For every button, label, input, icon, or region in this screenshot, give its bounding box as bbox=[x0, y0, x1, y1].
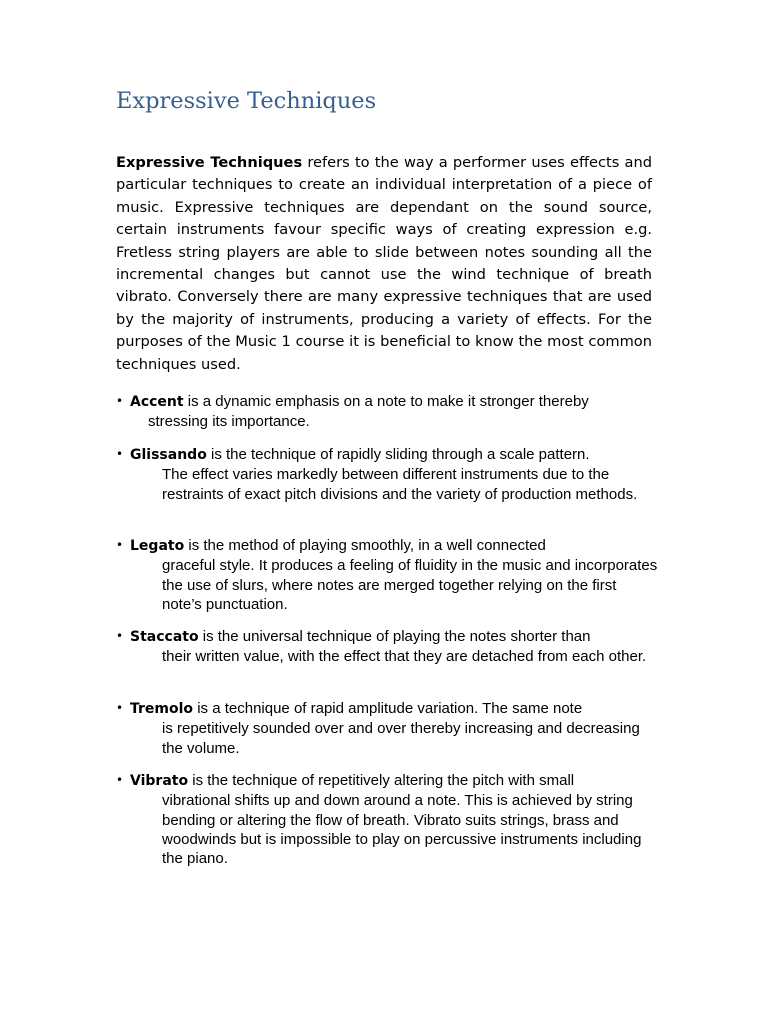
list-item-accent bbox=[116, 392, 660, 432]
bullet-icon: • bbox=[116, 394, 124, 408]
intro-lead-term: Expressive Techniques bbox=[116, 154, 303, 171]
item-first-line: is a technique of rapid amplitude variation. The same note bbox=[193, 700, 583, 717]
item-term: Tremolo bbox=[130, 701, 194, 717]
bullet-icon: • bbox=[116, 773, 124, 787]
item-term: Vibrato bbox=[130, 773, 189, 789]
bullet-icon: • bbox=[116, 629, 124, 643]
bullet-icon: • bbox=[116, 447, 124, 461]
list-item-vibrato bbox=[116, 771, 660, 868]
item-continuation: vibrational shifts up and down around a note. This is achieved by string bending or altering the flow of breath. Vibrato suits strings, brass and woodwinds but is impossible to play on percussive instruments including the piano. bbox=[162, 792, 642, 868]
bullet-icon: • bbox=[116, 538, 124, 552]
item-first-line: is the method of playing smoothly, in a well connected bbox=[184, 537, 546, 554]
item-first-line: is a dynamic emphasis on a note to make it stronger thereby bbox=[183, 393, 589, 410]
item-term: Accent bbox=[130, 394, 184, 410]
item-first-line: is the technique of repetitively altering the pitch with small bbox=[188, 772, 575, 789]
list-item-tremolo bbox=[116, 699, 660, 758]
item-continuation: is repetitively sounded over and over thereby increasing and decreasing the volume. bbox=[162, 720, 640, 757]
page-title: Expressive Techniques bbox=[116, 88, 377, 114]
item-term: Glissando bbox=[130, 447, 207, 463]
list-item-glissando bbox=[116, 445, 660, 504]
list-item-staccato bbox=[116, 627, 660, 667]
intro-paragraph bbox=[116, 152, 652, 376]
item-first-line: is the technique of rapidly sliding through a scale pattern. bbox=[206, 446, 590, 463]
item-continuation: stressing its importance. bbox=[148, 413, 310, 431]
intro-text: refers to the way a performer uses effects and particular techniques to create an individual interpretation of a piece of music. Expressive techniques are dependant on the sound source, certain instruments favour specific ways of creating expression e.g. Fretless string players are able to slide between notes sounding all the incremental changes but cannot use the wind technique of breath vibrato. Conversely there are many expressive techniques that are used by the majority of instruments, producing a variety of effects. For the purposes of the Music 1 course it is beneficial to know the most common techniques used. bbox=[116, 154, 653, 373]
item-first-line: is the universal technique of playing the notes shorter than bbox=[198, 628, 591, 645]
item-continuation: their written value, with the effect that they are detached from each other. bbox=[162, 648, 647, 666]
list-item-legato bbox=[116, 536, 660, 614]
item-continuation: The effect varies markedly between different instruments due to the restraints of exact pitch divisions and the variety of production methods. bbox=[162, 466, 638, 503]
bullet-icon: • bbox=[116, 701, 124, 715]
item-continuation: graceful style. It produces a feeling of fluidity in the music and incorporates the use of slurs, where notes are merged together relying on the first note’s punctuation. bbox=[162, 557, 658, 613]
item-term: Legato bbox=[130, 538, 185, 554]
item-term: Staccato bbox=[130, 629, 199, 645]
